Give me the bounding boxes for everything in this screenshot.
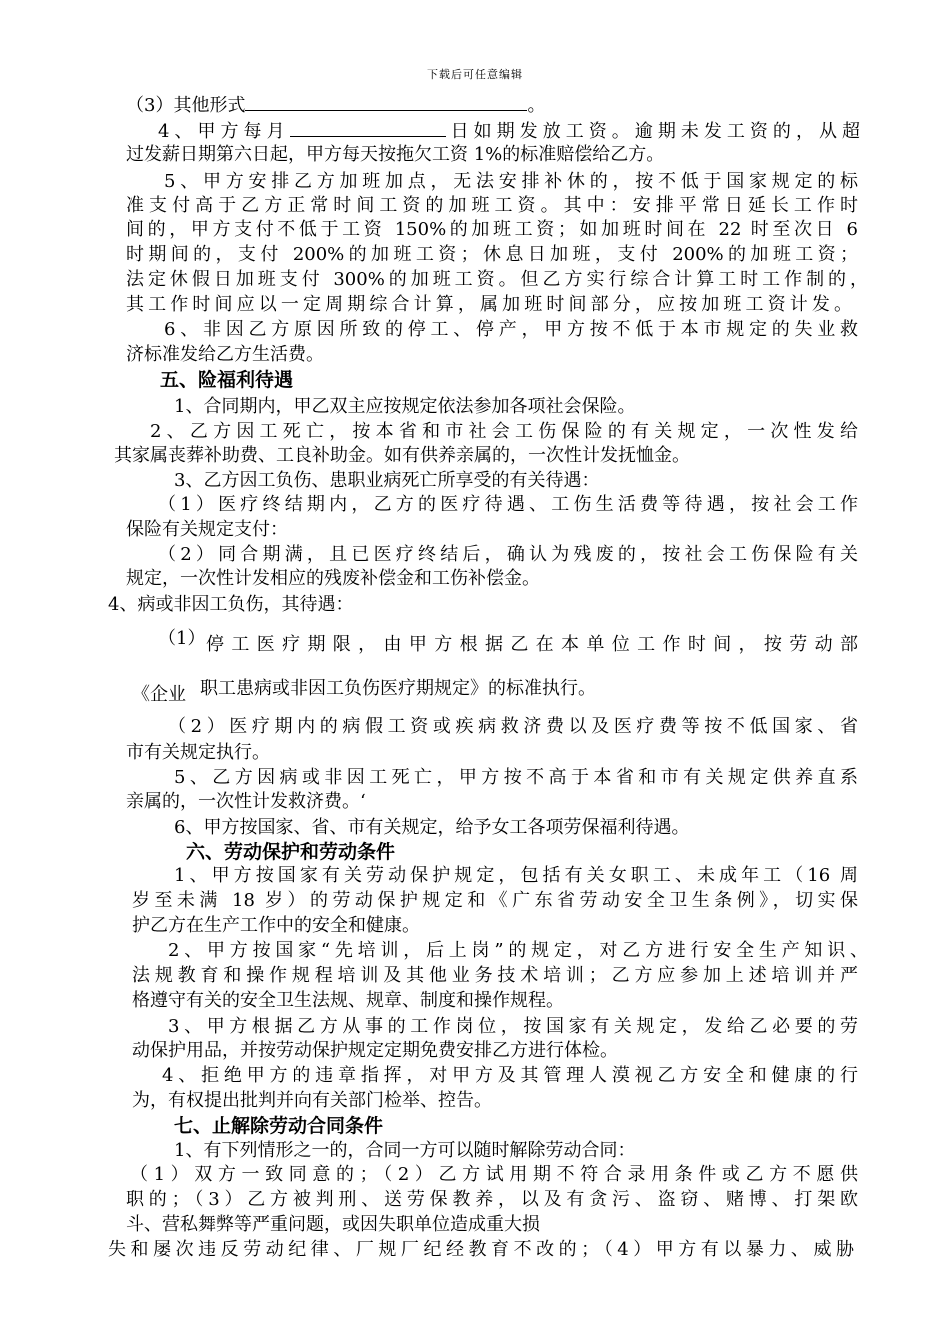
text-line: （2）医疗期内的病假工资或疾病救济费以及医疗费等按不低国家、省 <box>168 716 858 737</box>
text-line: 5、乙方因病或非因工死亡，甲方按不高于本省和市有关规定供养直系 <box>174 767 858 788</box>
text-line: 职工患病或非因工负伤医疗期规定》的标准执行。 <box>200 678 596 699</box>
text-line: 5、甲方安排乙方加班加点，无法安排补休的，按不低于国家规定的标 <box>164 171 858 192</box>
text-line: 6、甲方按国家、省、市有关规定，给予女工各项劳保福利待遇。 <box>174 817 690 838</box>
text-line: 亲属的，一次性计发救济费。‘ <box>126 791 366 812</box>
text-line: 1、有下列情形之一的，合同一方可以随时解除劳动合同： <box>174 1140 636 1161</box>
section-heading: 五、险福利待遇 <box>160 369 294 391</box>
text-line: 法规教育和操作规程培训及其他业务技术培训；乙方应参加上述培训并严 <box>132 965 858 986</box>
text-line: 《企业 <box>132 684 186 705</box>
text-line: 3、乙方因工负伤、患职业病死亡所享受的有关待遇： <box>174 470 600 491</box>
fill-blank <box>245 92 527 111</box>
text-line: 3、甲方根据乙方从事的工作岗位，按国家有关规定，发给乙必要的劳 <box>168 1016 858 1037</box>
text-line: 停工医疗期限，由甲方根据乙在本单位工作时间，按劳动部 <box>206 634 858 655</box>
text-line: 其工作时间应以一定周期综合计算，属加班时间部分，应按加班工资计发。 <box>126 294 852 315</box>
text-line: 4、病或非因工负伤，其待遇： <box>108 594 354 615</box>
text-line: 斗、营私舞弊等严重问题，或因失职单位造成重大损 <box>126 1214 540 1235</box>
text-line: 间的，甲方支付不低于工资 150%的加班工资；如加班时间在 22 时至次日 6 <box>126 219 858 240</box>
text-line: （1）双方一致同意的；（2）乙方试用期不符合录用条件或乙方不愿供 <box>130 1164 858 1185</box>
section-heading: 七、止解除劳动合同条件 <box>174 1115 384 1137</box>
text-line: 职的；（3）乙方被判刑、送劳保教养，以及有贪污、盗窃、赌博、打架欧 <box>126 1189 858 1210</box>
text-line: 时期间的，支付 200%的加班工资；休息日加班，支付 200%的加班工资； <box>126 244 858 265</box>
text-line: 格遵守有关的安全卫生法规、规章、制度和操作规程。 <box>132 990 564 1011</box>
text-line: 失和屡次违反劳动纪律、厂规厂纪经教育不改的；（4）甲方有以暴力、威胁 <box>108 1239 854 1260</box>
text-line: 护乙方在生产工作中的安全和健康。 <box>132 915 420 936</box>
text-line: 岁至未满 18 岁）的劳动保护规定和《广东省劳动安全卫生条例》，切实保 <box>132 890 858 911</box>
fill-blank <box>290 118 446 137</box>
section-heading: 六、劳动保护和劳动条件 <box>186 841 396 863</box>
text-line: 6、非因乙方原因所致的停工、停产，甲方按不低于本市规定的失业救 <box>164 319 858 340</box>
text-line: 为，有权提出批判并向有关部门检举、控告。 <box>132 1090 492 1111</box>
text-line: 2、乙方因工死亡，按本省和市社会工伤保险的有关规定，一次性发给 <box>150 421 858 442</box>
text-line: （2）同合期满，且已医疗终结后，确认为残废的，按社会工伤保险有关 <box>158 544 858 565</box>
text-line: 市有关规定执行。 <box>126 742 270 763</box>
text-line: （1） <box>158 628 206 649</box>
text-line: 4、甲方每月 日如期发放工资。逾期未发工资的，从超 <box>158 118 860 144</box>
text-line: 2、甲方按国家“先培训，后上岗”的规定，对乙方进行安全生产知识、 <box>168 940 868 961</box>
text-line: 保险有关规定支付： <box>126 519 288 540</box>
text-line: 法定休假日加班支付 300%的加班工资。但乙方实行综合计算工时工作制的， <box>126 269 868 290</box>
text-line: 规定，一次性计发相应的残废补偿金和工伤补偿金。 <box>126 568 540 589</box>
text-line: （3）其他形式 。 <box>126 92 545 118</box>
text-line: 准支付高于乙方正常时间工资的加班工资。其中：安排平常日延长工作时 <box>126 195 858 216</box>
text-line: 1、合同期内，甲乙双主应按规定依法参加各项社会保险。 <box>174 396 636 417</box>
text-line: 过发薪日期第六日起，甲方每天按拖欠工资 1%的标准赔偿给乙方。 <box>126 144 665 165</box>
text-line: 济标准发给乙方生活费。 <box>126 344 324 365</box>
page-header: 下载后可任意编辑 <box>427 68 523 81</box>
text-line: （1）医疗终结期内，乙方的医疗待遇、工伤生活费等待遇，按社会工作 <box>158 494 858 515</box>
text-line: 1、甲方按国家有关劳动保护规定，包括有关女职工、未成年工（16 周 <box>174 865 858 886</box>
text-line: 其家属丧葬补助费、工良补助金。如有供养亲属的，一次性计发抚恤金。 <box>114 445 690 466</box>
text-line: 4、拒绝甲方的违章指挥，对甲方及其管理人漠视乙方安全和健康的行 <box>162 1065 858 1086</box>
text-line: 动保护用品，并按劳动保护规定定期免费安排乙方进行体检。 <box>132 1040 618 1061</box>
